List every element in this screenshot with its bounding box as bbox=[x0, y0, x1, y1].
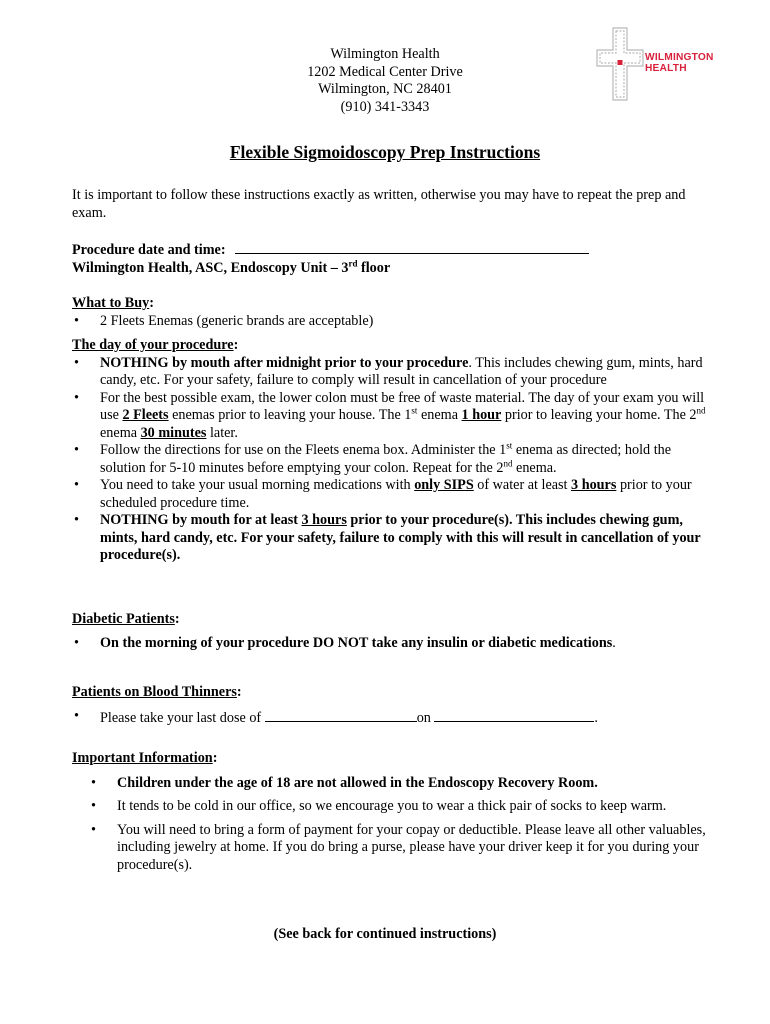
blood-thinners-section bbox=[72, 684, 712, 727]
city-state-zip: Wilmington, NC 28401 bbox=[318, 81, 452, 97]
list-item: • Follow the directions for use on the Fleets enema box. Administer the 1st enema as directed; hold the solution for 5-10 minutes before emptying your colon. Repeat for the 2nd enema. bbox=[74, 440, 672, 476]
list-item: • It tends to be cold in our office, so we encourage you to wear a thick pair of socks to keep warm. bbox=[91, 798, 667, 814]
day-of-heading: The day of your procedure: bbox=[72, 337, 239, 353]
medical-cross-icon bbox=[596, 26, 644, 102]
list-item: • You will need to bring a form of payment for your copay or deductible. Please leave all other valuables, including jewelry at home. If you do bring a purse, please have your driver keep it for you during your procedure(s). bbox=[91, 821, 706, 873]
org-name: Wilmington Health bbox=[330, 46, 440, 62]
continued-note: (See back for continued instructions) bbox=[273, 926, 497, 942]
diabetic-heading: Diabetic Patients: bbox=[72, 611, 180, 627]
list-item: • For the best possible exam, the lower colon must be free of waste material. The day of your exam you will use 2 Fleets enemas prior to leaving your house. The 1st enema 1 hour prior to leaving your home. The 2nd enema 30 minutes later. bbox=[74, 389, 706, 441]
logo-text-line1: WILMINGTON bbox=[645, 52, 714, 63]
list-item: • Children under the age of 18 are not allowed in the Endoscopy Recovery Room. bbox=[91, 774, 598, 791]
street-address: 1202 Medical Center Drive bbox=[307, 63, 463, 80]
list-item: • On the morning of your procedure DO NOT take any insulin or diabetic medications. bbox=[74, 634, 616, 651]
list-item: • Please take your last dose of on . bbox=[74, 707, 598, 726]
list-item: • NOTHING by mouth for at least 3 hours prior to your procedure(s). This includes chewing gum, mints, hard candy, etc. For your safety, failure to comply with this will result in cancellation of your procedure(s). bbox=[74, 512, 701, 563]
blood-thinners-heading: Patients on Blood Thinners: bbox=[72, 684, 242, 700]
logo-wordmark bbox=[645, 53, 714, 74]
page-title: Flexible Sigmoidoscopy Prep Instructions bbox=[229, 142, 541, 162]
procedure-location: Wilmington Health, ASC, Endoscopy Unit – 3rd floor bbox=[72, 257, 391, 276]
day-of-procedure-section bbox=[72, 337, 712, 565]
important-info-section bbox=[72, 750, 712, 874]
list-item: • NOTHING by mouth after midnight prior to your procedure. This includes chewing gum, mints, hard candy, etc. For your safety, failure to comply will result in cancellation of your procedure bbox=[74, 354, 703, 388]
procedure-date-label: Procedure date and time: bbox=[72, 242, 226, 258]
last-dose-blank[interactable] bbox=[265, 708, 417, 722]
procedure-info bbox=[72, 240, 712, 277]
wilmington-health-logo bbox=[596, 26, 736, 102]
procedure-date-line bbox=[72, 240, 712, 260]
logo-text-line2: HEALTH bbox=[645, 62, 687, 74]
intro-paragraph: It is important to follow these instructions exactly as written, otherwise you may have to repeat the prep and exam. bbox=[72, 187, 686, 221]
phone-number: (910) 341-3343 bbox=[340, 98, 430, 115]
diabetic-section bbox=[72, 611, 712, 652]
last-dose-date-blank[interactable] bbox=[434, 708, 594, 722]
procedure-date-blank[interactable] bbox=[235, 240, 589, 254]
what-to-buy-section bbox=[72, 295, 712, 330]
list-item: • 2 Fleets Enemas (generic brands are acceptable) bbox=[74, 312, 374, 329]
list-item: • You need to take your usual morning medications with only SIPS of water at least 3 hours prior to your scheduled procedure time. bbox=[74, 477, 692, 511]
important-info-heading: Important Information: bbox=[72, 750, 218, 766]
what-to-buy-heading: What to Buy: bbox=[72, 295, 154, 311]
